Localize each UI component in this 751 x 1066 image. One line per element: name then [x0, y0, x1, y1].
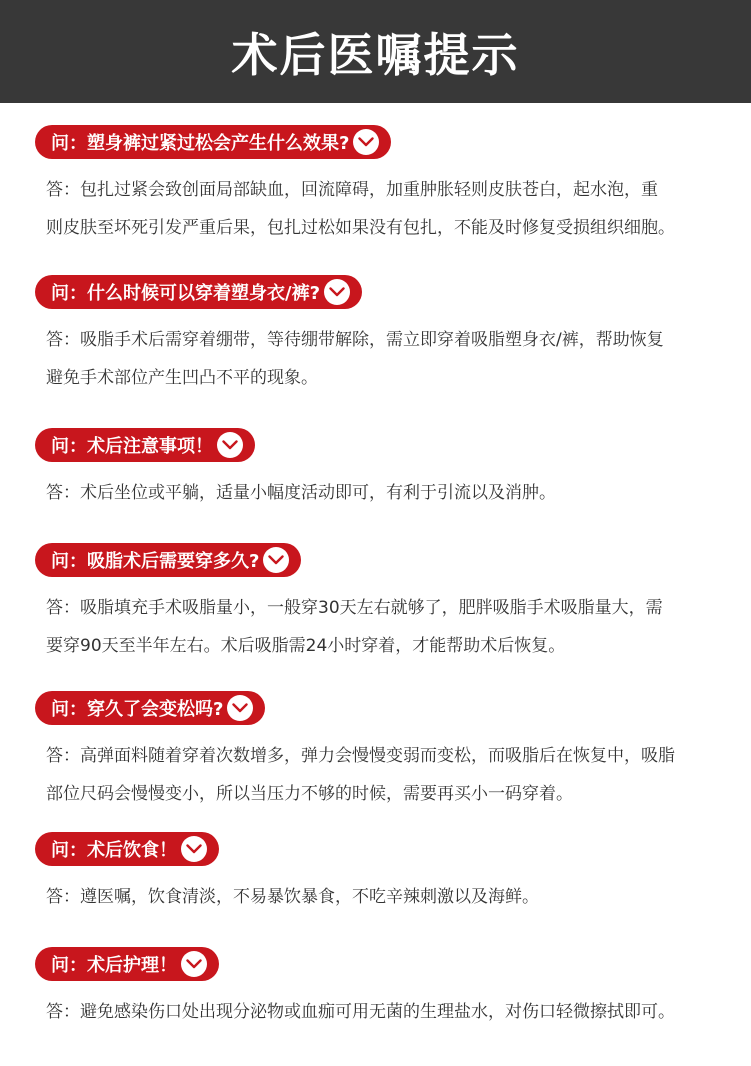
- question-pill[interactable]: [35, 832, 219, 866]
- chevron-down-icon[interactable]: [181, 951, 207, 977]
- answer-line: 答：遵医嘱，饮食清淡，不易暴饮暴食，不吃辛辣刺激以及海鲜。: [46, 887, 539, 907]
- answer-line: 答：避免感染伤口处出现分泌物或血痂可用无菌的生理盐水，对伤口轻微擦拭即可。: [46, 1002, 675, 1022]
- answer-line: 答：高弹面料随着穿着次数增多，弹力会慢慢变弱而变松，而吸脂后在恢复中，吸脂: [46, 746, 675, 766]
- answer-line: 要穿90天至半年左右。术后吸脂需24小时穿着，才能帮助术后恢复。: [46, 636, 566, 656]
- chevron-down-icon[interactable]: [324, 279, 350, 305]
- chevron-down-icon[interactable]: [181, 836, 207, 862]
- answer-text: [46, 589, 726, 665]
- question-text: 问：塑身裤过紧过松会产生什么效果?: [51, 133, 350, 154]
- question-text: 问：术后注意事项！: [51, 436, 213, 457]
- question-text: 问：穿久了会变松吗?: [51, 699, 224, 720]
- answer-text: [46, 171, 726, 247]
- question-pill[interactable]: [35, 275, 362, 309]
- page-title: 术后医嘱提示: [231, 27, 520, 82]
- question-text: 问：什么时候可以穿着塑身衣/裤?: [51, 283, 321, 304]
- question-text: 问：术后护理！: [51, 955, 177, 976]
- answer-line: 则皮肤至坏死引发严重后果，包扎过松如果没有包扎，不能及时修复受损组织细胞。: [46, 218, 675, 238]
- question-pill[interactable]: [35, 691, 265, 725]
- answer-line: 部位尺码会慢慢变小，所以当压力不够的时候，需要再买小一码穿着。: [46, 784, 573, 804]
- answer-line: 答：吸脂手术后需穿着绷带，等待绷带解除，需立即穿着吸脂塑身衣/裤，帮助恢复: [46, 330, 664, 350]
- chevron-down-icon[interactable]: [263, 547, 289, 573]
- answer-line: 避免手术部位产生凹凸不平的现象。: [46, 368, 318, 388]
- answer-line: 答：术后坐位或平躺，适量小幅度活动即可，有利于引流以及消肿。: [46, 483, 556, 503]
- answer-text: [46, 993, 726, 1031]
- answer-text: [46, 878, 726, 916]
- answer-text: [46, 321, 726, 397]
- answer-line: 答：吸脂填充手术吸脂量小，一般穿30天左右就够了，肥胖吸脂手术吸脂量大，需: [46, 598, 663, 618]
- page-header: [0, 0, 751, 103]
- answer-text: [46, 737, 726, 813]
- chevron-down-icon[interactable]: [353, 129, 379, 155]
- question-pill[interactable]: [35, 125, 391, 159]
- chevron-down-icon[interactable]: [227, 695, 253, 721]
- chevron-down-icon[interactable]: [217, 432, 243, 458]
- question-pill[interactable]: [35, 947, 219, 981]
- answer-line: 答：包扎过紧会致创面局部缺血，回流障碍，加重肿胀轻则皮肤苍白，起水泡，重: [46, 180, 658, 200]
- answer-text: [46, 474, 726, 512]
- question-pill[interactable]: [35, 543, 301, 577]
- question-text: 问：吸脂术后需要穿多久?: [51, 551, 260, 572]
- question-text: 问：术后饮食！: [51, 840, 177, 861]
- question-pill[interactable]: [35, 428, 255, 462]
